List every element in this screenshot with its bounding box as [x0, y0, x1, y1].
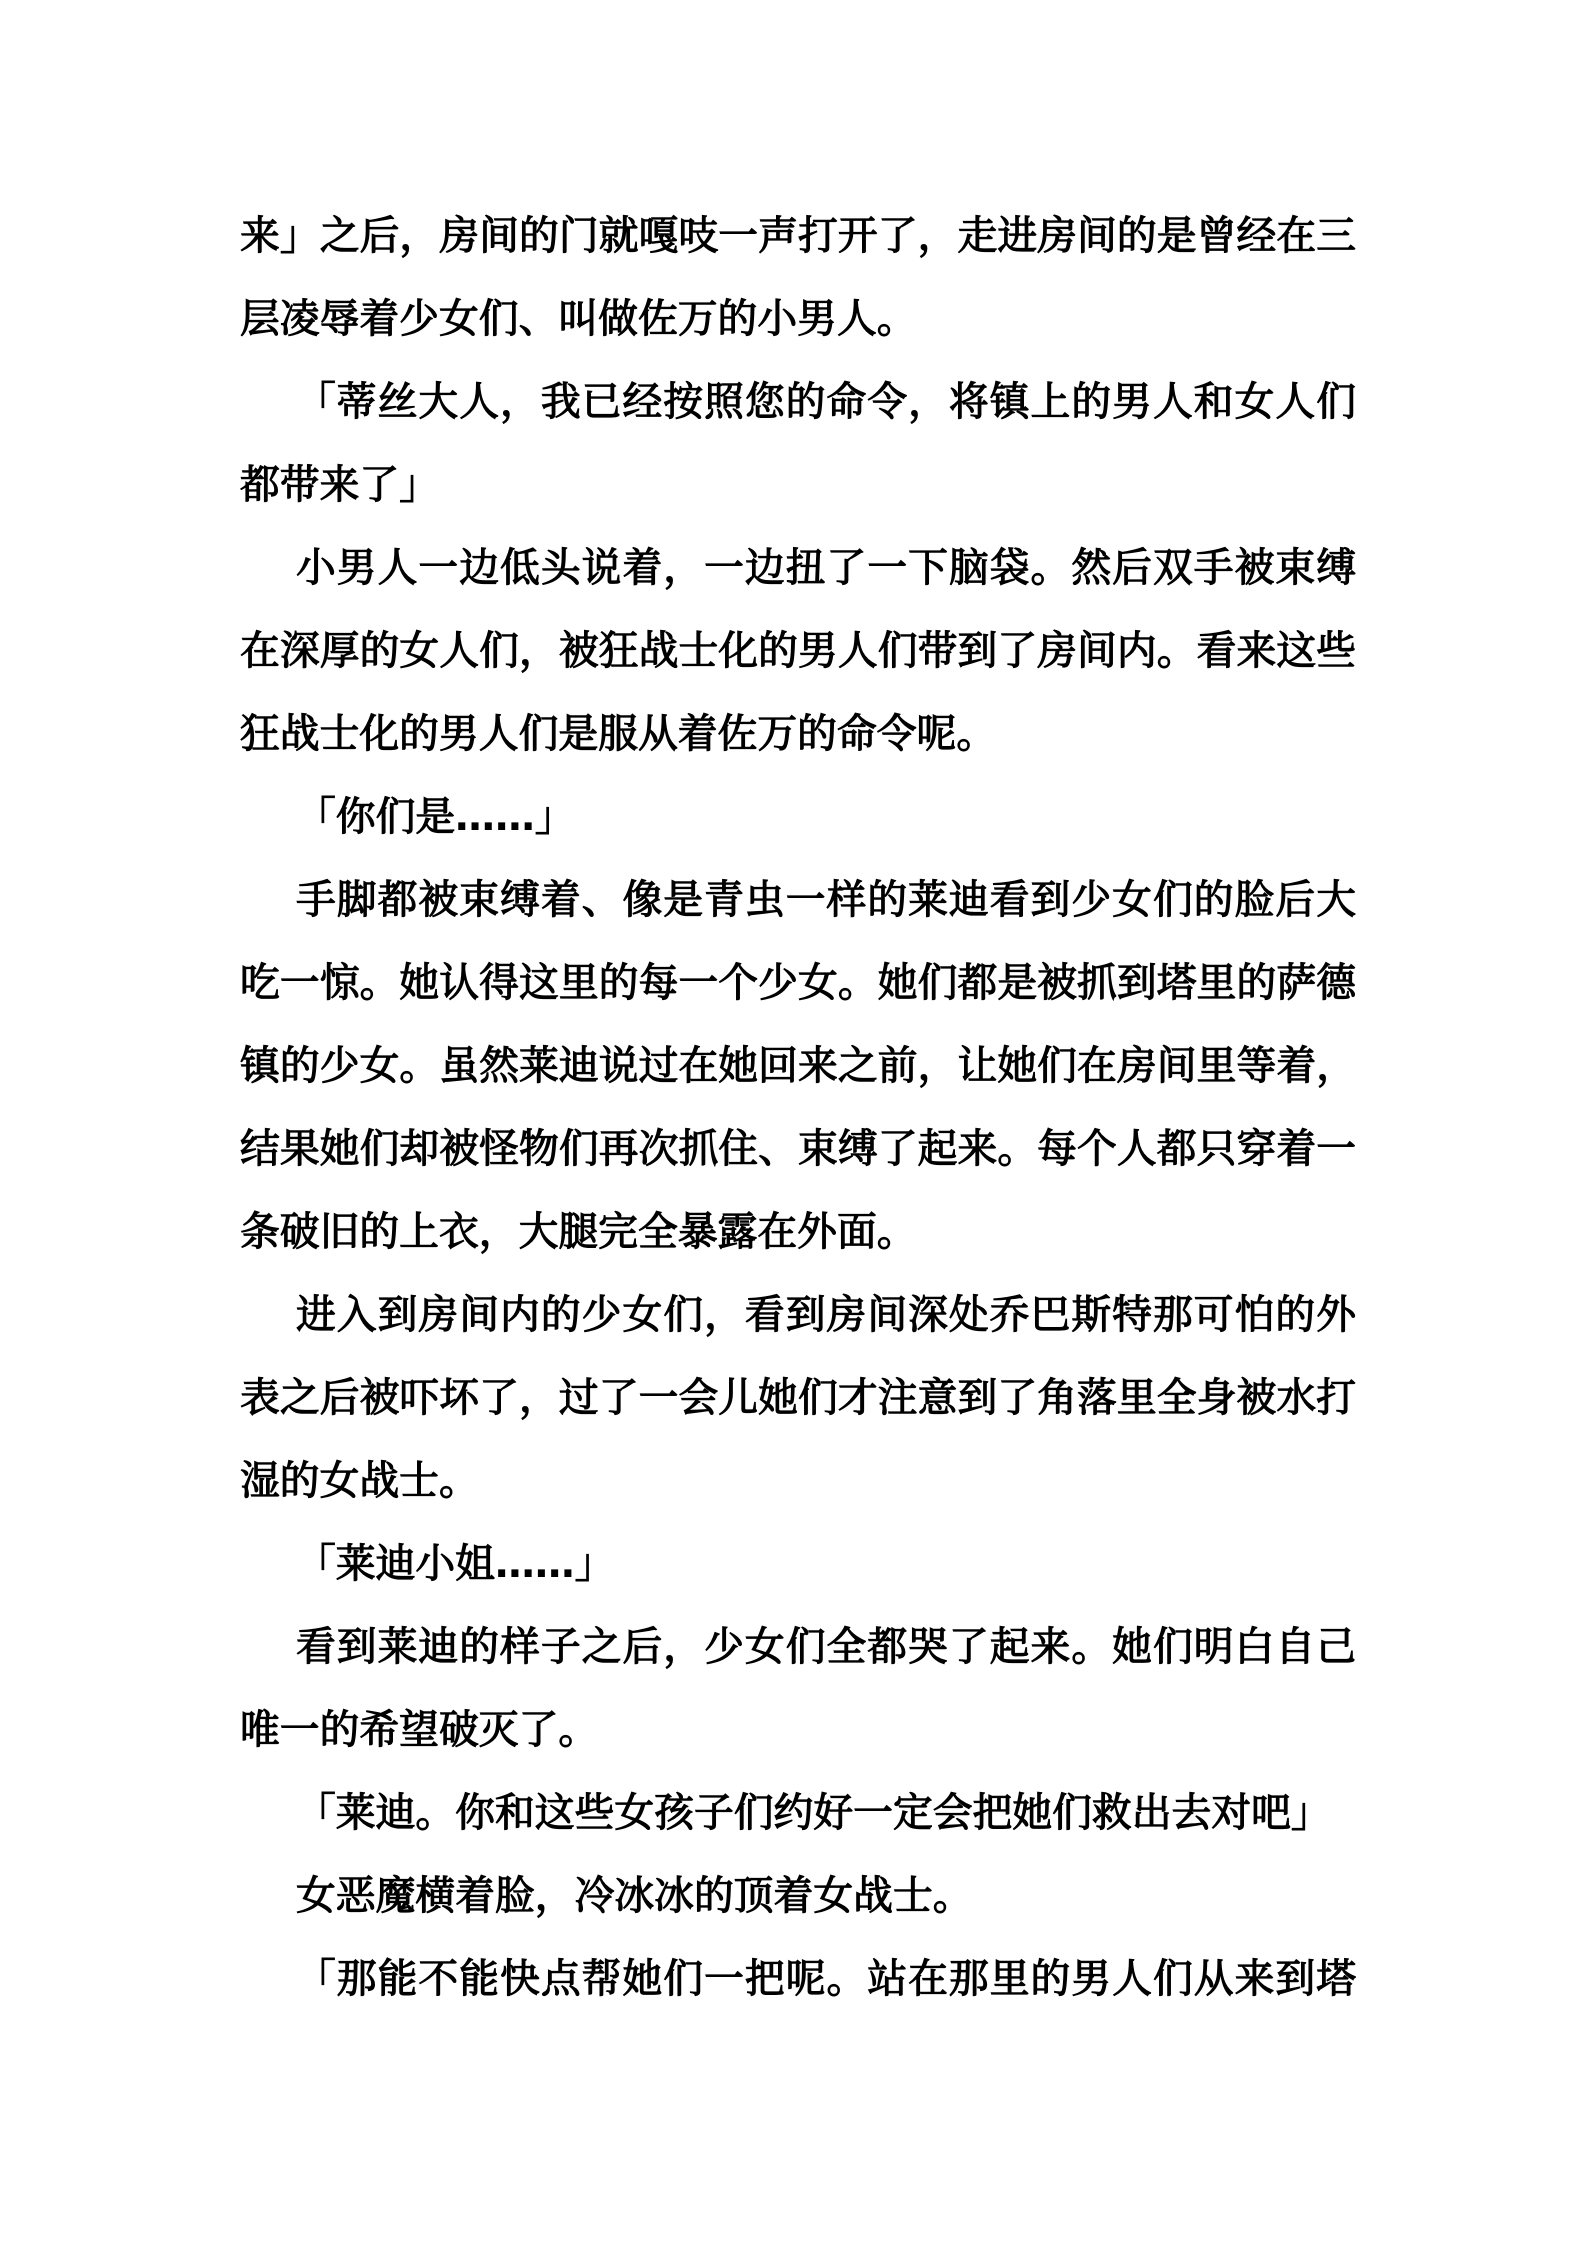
text-line: 「那能不能快点帮她们一把呢。站在那里的男人们从来到塔 [296, 1956, 1356, 2002]
text-line: 层凌辱着少女们、叫做佐万的小男人。 [240, 296, 917, 342]
text-line: 手脚都被束缚着、像是青虫一样的莱迪看到少女们的脸后大 [296, 877, 1356, 923]
text-line: 小男人一边低头说着，一边扭了一下脑袋。然后双手被束缚 [296, 545, 1356, 591]
text-line: 进入到房间内的少女们，看到房间深处乔巴斯特那可怕的外 [296, 1292, 1356, 1338]
text-line: 来」之后，房间的门就嘎吱一声打开了，走进房间的是曾经在三 [240, 213, 1356, 259]
text-line: 表之后被吓坏了，过了一会儿她们才注意到了角落里全身被水打 [240, 1375, 1356, 1421]
text-line: 吃一惊。她认得这里的每一个少女。她们都是被抓到塔里的萨德 [240, 960, 1356, 1006]
text-line: 狂战士化的男人们是服从着佐万的命令呢。 [240, 711, 997, 757]
text-line: 湿的女战士。 [240, 1458, 479, 1504]
text-line: 结果她们却被怪物们再次抓住、束缚了起来。每个人都只穿着一 [240, 1126, 1356, 1172]
text-line: 女恶魔横着脸，冷冰冰的顶着女战士。 [296, 1873, 973, 1919]
text-line: 在深厚的女人们，被狂战士化的男人们带到了房间内。看来这些 [240, 628, 1356, 674]
text-line: 唯一的希望破灭了。 [240, 1707, 599, 1753]
document-page [240, 206, 1356, 2032]
text-line: 条破旧的上衣，大腿完全暴露在外面。 [240, 1209, 917, 1255]
text-line: 「莱迪小姐……」 [296, 1541, 615, 1587]
text-line: 都带来了」 [240, 462, 439, 508]
text-line: 镇的少女。虽然莱迪说过在她回来之前，让她们在房间里等着， [240, 1043, 1356, 1089]
text-line: 「蒂丝大人，我已经按照您的命令，将镇上的男人和女人们 [296, 379, 1356, 425]
text-line: 「你们是……」 [296, 794, 575, 840]
text-line: 「莱迪。你和这些女孩子们约好一定会把她们救出去对吧」 [296, 1790, 1331, 1836]
text-line: 看到莱迪的样子之后，少女们全都哭了起来。她们明白自己 [296, 1624, 1356, 1670]
